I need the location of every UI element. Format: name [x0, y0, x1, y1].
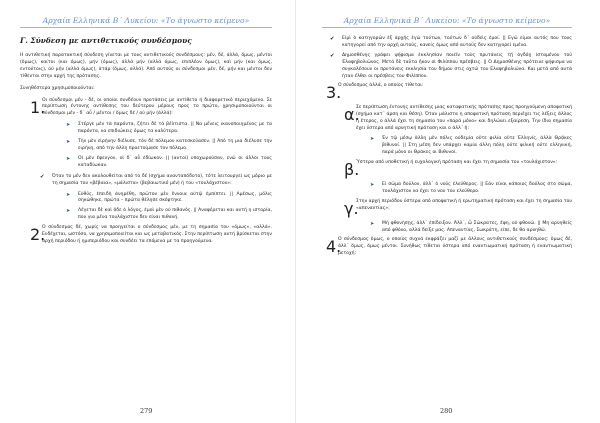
list-item: [30, 225, 272, 246]
note-item: [330, 36, 572, 50]
example-text: Εἰ σῶμα δοῦλον, ἀλλ΄ ὁ νοῦς ἐλεύθερος. || Εάν είναι κάποιος δούλος στο σώμα, τουλάχιστον να έχει το νου του ελεύθερο.: [382, 181, 572, 194]
sub-item: [344, 199, 572, 218]
example-text: Στέργε μὲν τὰ παρόντα, ζήτει δὲ τὰ βέλτιστα. || Να μένεις ικανοποιημένος με τα παρόντα, να επιδιώκεις όμως τα καλύτερα.: [78, 122, 272, 135]
arrow-icon: ➤: [66, 191, 71, 198]
item-text: Οι σύνδεσμοι μέν - δέ, οι οποίοι συνδέουν προτάσεις με αντίθετο ή διαφορετικό περιεχόμενο. Σε περίπτωση έντονης αντίθεσης του δεύτερου μέρους προς το πρώτο, χρησιμοποιούνται οι σύνδεσμοι μέν - δ΄ αὖ / μέντοι / ὅμως δέ / οὐ μήν (ἀλλά):: [42, 97, 272, 117]
sub-item-text: Ύστερα από υποθετική ή ευχολογική πρόταση και έχει τη σημασία του «τουλάχιστον»:: [356, 159, 558, 165]
page-number: 279: [140, 407, 153, 415]
example-item: [66, 192, 272, 206]
note-item: [330, 53, 572, 81]
sub-item: [344, 160, 572, 179]
example-item: [66, 208, 272, 222]
arrow-icon: ➤: [370, 181, 375, 188]
item-number: 4.: [326, 237, 342, 257]
example-item: [66, 122, 272, 136]
example-item: [66, 139, 272, 153]
example-item: [66, 156, 272, 170]
note-text: Εἰμὶ ὁ κατηγορῶν ἐξ ἀρχῆς ἐγὼ τούτων, τούτων δ΄ οὐδεὶς ἐμοί. || Εγώ είμαι αυτός που τους κατηγορεί από την αρχή αυτούς, κανείς όμως από αυτούς δεν κατηγορεί εμένα.: [342, 36, 572, 48]
arrow-icon: ➤: [370, 220, 375, 227]
example-text: Ἐν τῷ μέσῳ ἄλλη μὲν πόλις οὐδεμία οὔτε φιλία οὔτε Ἑλληνίς, ἀλλὰ Θρᾷκες βίθυνοί. || Στη μέση δεν υπάρχει καμία άλλη πόλη ούτε φιλική ούτε ελληνική, παρά μόνο οι Θράκες οι Βιθυνοί.: [382, 136, 572, 155]
example-text: Οἱ μὲν ἔφευγον, οἱ δ΄ αὖ ἐδίωκον. || (αυτοί) υποχωρούσαν, ενώ οι άλλοι τους καταδίωκαν.: [78, 155, 272, 168]
page-gutter: [295, 0, 296, 423]
page-number: 280: [440, 407, 453, 415]
example-item: [370, 136, 572, 157]
example-text: Τὴν μὲν εἰρήνην διέλυσε, τὸν δὲ πόλεμον κατεσκεύασεν. || Από τη μια διέλυσε την ειρήνη, από την άλλη προετοίμασε τον πόλεμο.: [78, 139, 272, 151]
right-page: [300, 0, 590, 423]
left-page: [0, 0, 290, 423]
section-title: Γ. Σύνδεση με αντιθετικούς συνδέσμους: [20, 36, 192, 45]
sub-item-letter: γ.: [344, 198, 359, 218]
item-number: 3.: [326, 83, 342, 103]
item-number: 2.: [30, 225, 46, 245]
arrow-icon: ➤: [66, 208, 71, 215]
example-text: Εὐθύς, ἐπειδὴ ἀνηρέθη, πρῶτον μὲν ἔννοια αὐτῷ ἐμπίπτει. || Αμέσως, μόλις σηκώθηκε, πρώτα – πρώτα θέλησε σκέφτηκε.: [78, 191, 272, 204]
item-text: Ο σύνδεσμος δέ, χωρίς να προηγείται ο σύνδεσμος μέν, με τη σημασία του «όμως», «αλλά». Ενδέχεται, ωστόσο, να χρησιμοποιείται και ως μεταβατικός. Στην περίπτωση αυτή βρίσκεται στην αρχή περιόδου ή ημιπεριόδου και συνδέει τα επόμενα με τα προηγούμενα.: [42, 225, 272, 244]
note-text: Δημοσθένης γράφει ψήφισμα ἐκκλησίαν ποιεῖν τοὺς πρυτάνεις τῇ ὀγδόῃ ἱσταμένου τοῦ Ἐλαφηβολιῶνος. Μετὰ δὲ ταῦτα ἧκον οἱ Φιλίππου πρέσβεις. || Ο Δημοσθένης πρότεινε ψήφισμα να συγκαλέσουν οι πρυτάνεις εκκλησία του δήμου στις οχτώ του Ελαφηβολιώνα. Και μετά από αυτά ήταν έλθει οι πρέσβεις του Φιλίππου.: [342, 52, 572, 79]
arrow-icon: ➤: [370, 136, 375, 143]
arrow-icon: ➤: [66, 155, 71, 162]
checkmark-icon: ✔: [40, 173, 45, 180]
item-text: Ο σύνδεσμος ἀλλά, ο οποίος τίθεται:: [338, 83, 424, 89]
arrow-icon: ➤: [66, 122, 71, 129]
example-text: Λέγεται δὲ καὶ ὅδε ὁ λόγος, ἐμοὶ μὲν οὐ πιθανός. || Αναφέρεται και αυτή η ιστορία, που για μένα τουλάχιστον δεν είναι πιθανή.: [78, 208, 272, 221]
example-text: Μὴ φθονήσῃς, ἀλλ΄ ἐπίδειξον. Ἀλλ΄, ὦ Σώκρατες, ἔφη, οὐ φθονῶ. || Μη αρνηθείς από φθόνο, αλλά δείξε μας. Απεναντίας, Σωκράτη, είπε, δε θα αρνηθώ.: [382, 220, 572, 233]
sub-item-text: Στην αρχή περιόδου ύστερα από αποφατική ή ερωτηματική πρόταση και έχει τη σημασία του «απεναντίας»:: [356, 198, 572, 211]
note-item: [40, 174, 272, 188]
list-item: [30, 98, 272, 119]
item-text: Ο σύνδεσμος ὅμως, ο οποίος συχνά εκφράζει μαζί με άλλους αντιθετικούς συνδέσμους: ὅμως δέ, ἀλλ΄ ὅμως, ὅμως μέντοι. Συνήθως τίθεται ύστερα από εναντιωματική πρόταση ή εναντιωματική μετοχή:: [338, 237, 572, 257]
intro-paragraph: Η αντιθετική παρατακτική σύνδεση γίνεται με τους αντιθετικούς συνδέσμους: μέν, δέ, ἀλλά, ὅμως, μέντοι (ὅμως), καίτοι (και όμως), μήν (όμως), ἀλλὰ μήν (αλλά όμως, επιπλέον όμως), καὶ μήν (και όμως, εντούτοις), οὐ μήν (αλλά όμως), ἀτάρ (όμως, αλλά). Από αυτούς οι σύνδεσμοι μέν, δέ, μήν και μέντοι δεν τίθενται στην αρχή της πρότασης.: [20, 53, 272, 79]
list-item: [326, 237, 572, 258]
example-item: [370, 182, 572, 196]
arrow-icon: ➤: [66, 139, 71, 146]
page-header: Αρχαία Ελληνικά Β΄ Λυκείου: «Το άγνωστο κείμενο»: [20, 16, 272, 28]
usage-label: Συνηθέστερα χρησιμοποιούνται:: [20, 85, 95, 91]
item-number: 1.: [30, 97, 46, 117]
example-item: [370, 221, 572, 235]
sub-item-letter: β.: [344, 159, 360, 179]
page-header: Αρχαία Ελληνικά Β΄ Λυκείου: «Το άγνωστο κείμενο»: [322, 16, 572, 28]
sub-item-text: Σε περίπτωση έντονης αντίθεσης μιας καταφατικής πρότασης προς προηγούμενη αποφατική (σχήμα κατ΄ άρση και θέση). Όταν μάλιστα η αποφατική πρόταση περιέχει τις λέξεις ἄλλος ή ἕτερος, ο ἀλλά έχει τη σημασία του «παρά μόνο» και δηλώνει εξαίρεση. Την ίδια σημασία έχει ύστερα από αρνητική πρόταση και ο ἀλλ΄ ἤ:: [356, 105, 572, 132]
sub-item-letter: α.: [344, 105, 360, 125]
list-item: [326, 83, 572, 102]
note-text: Όταν το μέν δεν ακολουθείται από το δέ (σχήμα ανανταπόδοτο), τότε λειτουργεί ως μόριο με τη σημασία του «βέβαια», «μάλιστα» (βεβαιωτικό μέν) ή του «τουλάχιστον»:: [52, 173, 272, 186]
sub-item: [344, 105, 572, 133]
checkmark-icon: ✔: [330, 36, 335, 42]
checkmark-icon: ✔: [330, 52, 335, 59]
